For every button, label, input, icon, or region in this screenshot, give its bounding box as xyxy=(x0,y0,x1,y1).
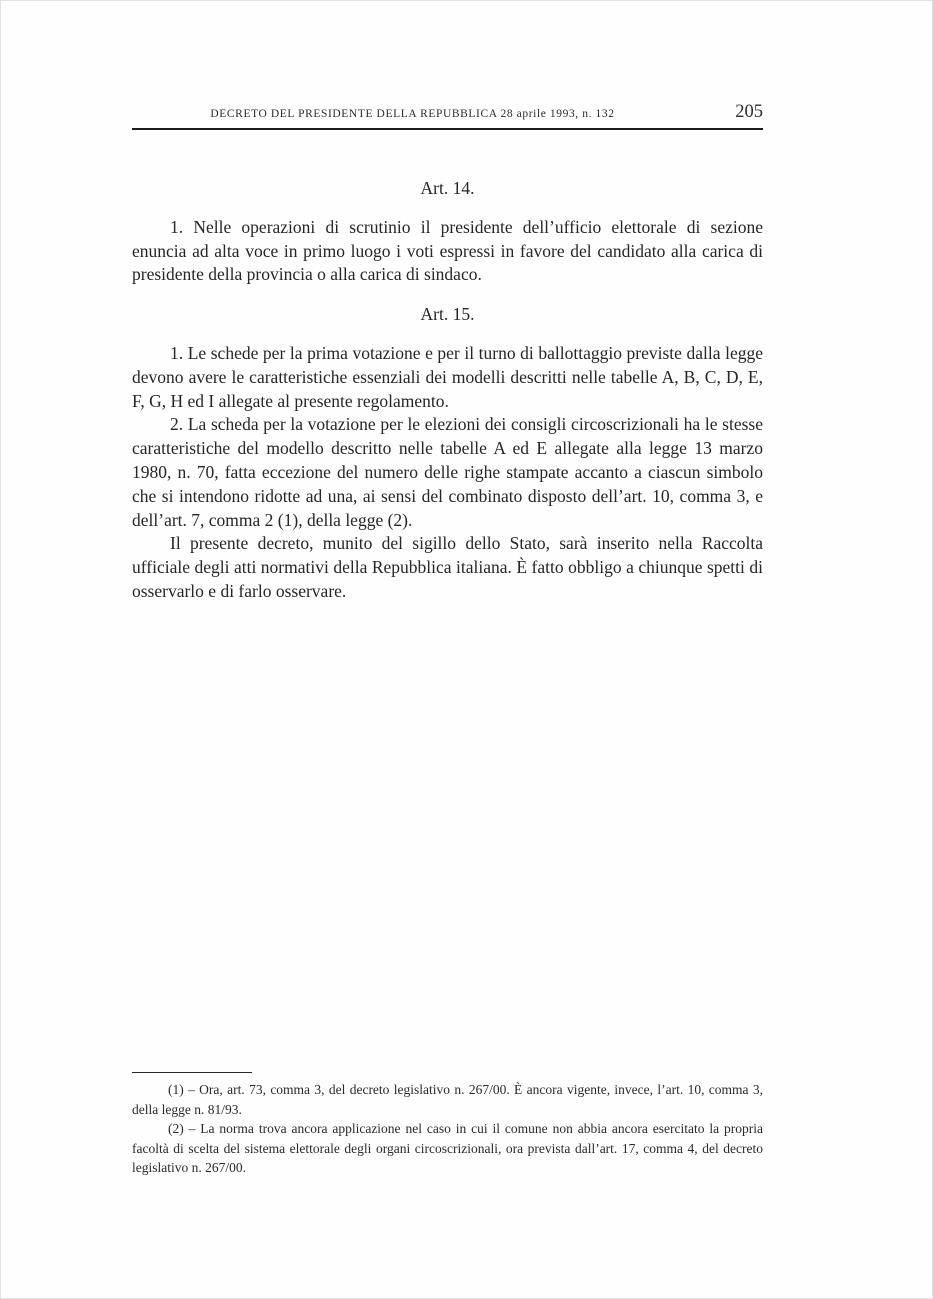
closing-formula-paragraph: Il presente decreto, munito del sigillo dello Stato, sarà inserito nella Raccolta ufficiale degli atti normativi della Repubblica italiana. È fatto obbligo a chiunque spetti di osservarlo e di farlo osservare. xyxy=(132,533,763,601)
document-body xyxy=(132,161,763,604)
running-head-title: DECRETO DEL PRESIDENTE DELLA REPUBBLICA 28 aprile 1993, n. 132 xyxy=(210,108,615,120)
footnote-2: (2) – La norma trova ancora applicazione nel caso in cui il comune non abbia ancora esercitato la propria facoltà di scelta del sistema elettorale degli organi circoscrizionali, ora prevista dall’art. 17, comma 4, del decreto legislativo n. 267/00. xyxy=(132,1121,763,1176)
article-14-heading: Art. 14. xyxy=(420,178,475,198)
footnote-1: (1) – Ora, art. 73, comma 3, del decreto legislativo n. 267/00. È ancora vigente, invece, l’art. 10, comma 3, della legge n. 81/93. xyxy=(132,1082,763,1117)
article-15-paragraph-1: 1. Le schede per la prima votazione e per il turno di ballottaggio previste dalla legge devono avere le caratteristiche essenziali dei modelli descritti nelle tabelle A, B, C, D, E, F, G, H ed I allegate al presente regolamento. xyxy=(132,342,763,411)
footnote-rule xyxy=(132,1072,252,1073)
article-15-paragraph-2: 2. La scheda per la votazione per le elezioni dei consigli circoscrizionali ha le stesse caratteristiche del modello descritto nelle tabelle A ed E allegate alla legge 13 marzo 1980, n. 70, fatta eccezione del numero delle righe stampate accanto a ciascun simbolo che si intendono ridotte ad una, ai sensi del combinato disposto dell’art. 10, comma 3, e dell’art. 7, comma 2 (1), della legge (2). xyxy=(132,414,763,530)
running-head xyxy=(132,102,763,125)
footnotes-section xyxy=(132,1072,763,1178)
article-14-paragraph-1: 1. Nelle operazioni di scrutinio il presidente dell’ufficio elettorale di sezione enuncia ad alta voce in primo luogo i voti espressi in favore del candidato alla carica di presidente della provincia o alla carica di sindaco. xyxy=(132,216,763,285)
article-15-heading: Art. 15. xyxy=(420,304,475,325)
header-rule xyxy=(132,128,763,130)
page-number: 205 xyxy=(735,102,763,122)
